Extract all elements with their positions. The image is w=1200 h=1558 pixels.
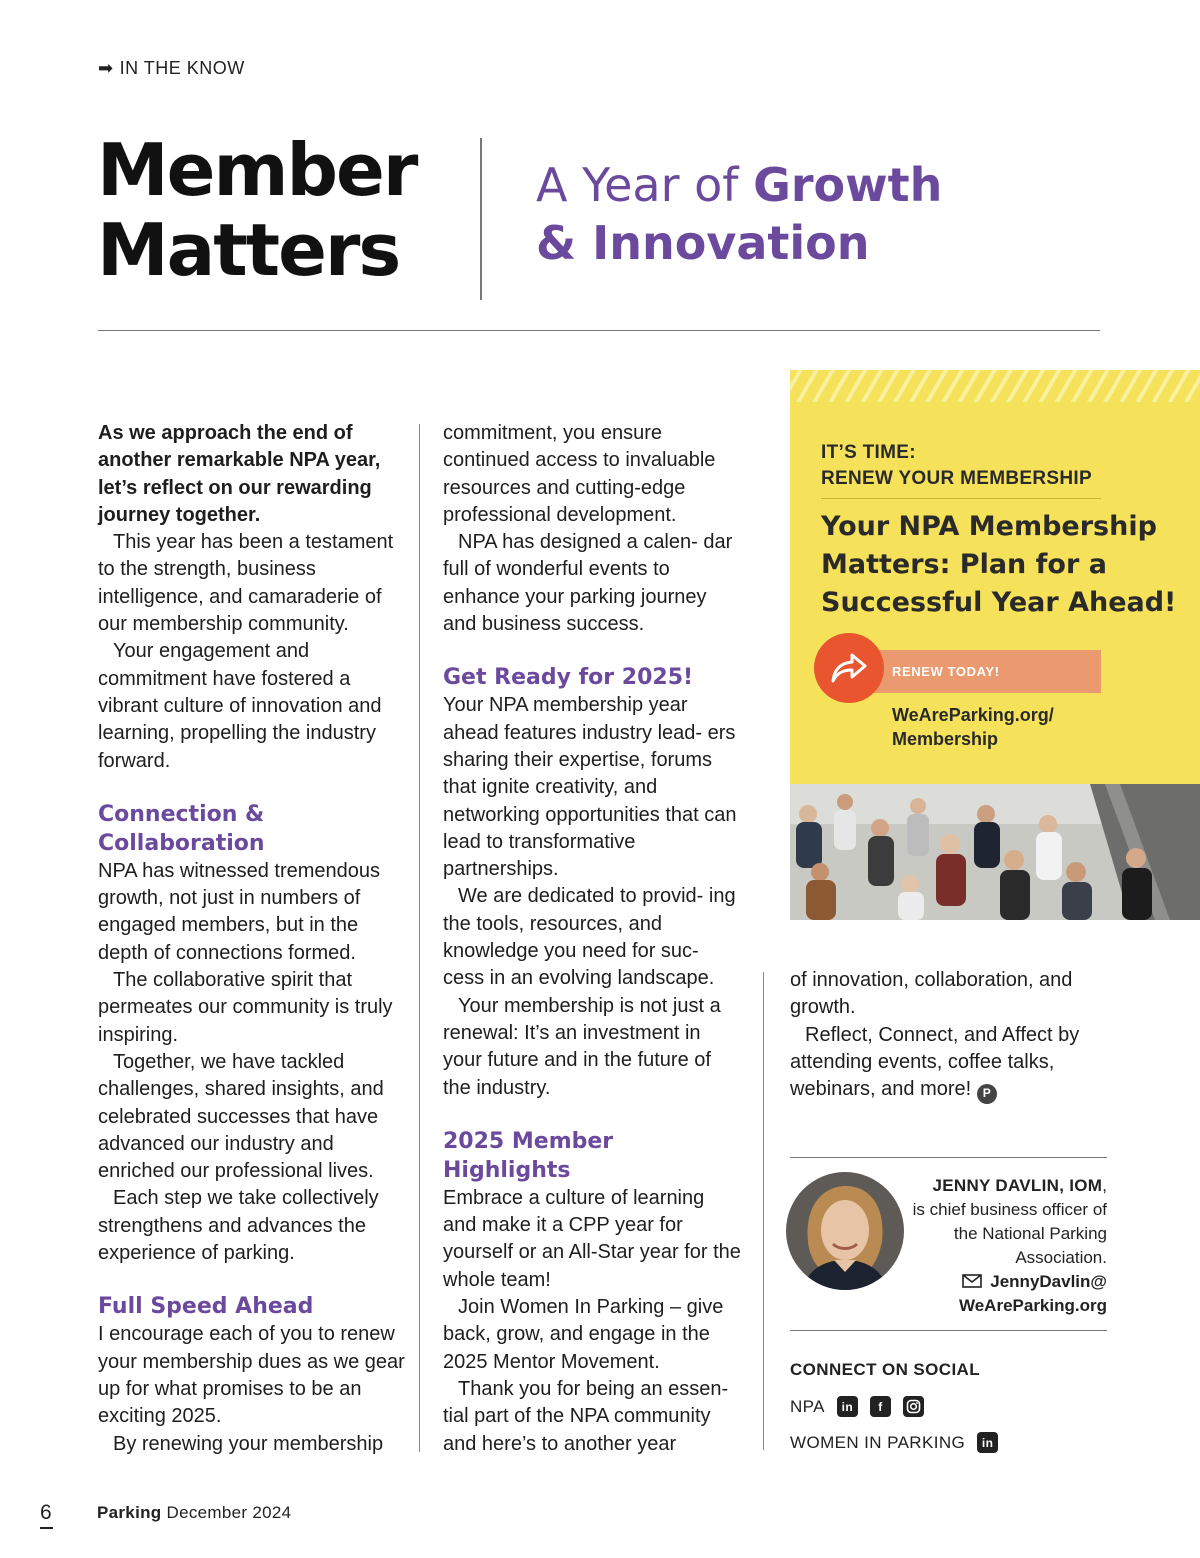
author-bio xyxy=(907,1174,1107,1318)
subtitle-bold2: & Innovation xyxy=(536,216,870,270)
column-1 xyxy=(98,420,408,1458)
footer-issue: December 2024 xyxy=(166,1503,292,1522)
paragraph: By renewing your membership xyxy=(113,1432,384,1455)
membership-link[interactable] xyxy=(892,703,1054,751)
paragraph: commitment, you ensure continued access to invaluable resources and cutting-edge professional development. xyxy=(443,422,716,526)
footer-publication xyxy=(97,1503,291,1523)
membership-link-line1[interactable]: WeAreParking.org/ xyxy=(892,705,1054,725)
title-divider xyxy=(480,138,482,300)
lead-paragraph: As we approach the end of another remarkable NPA year, let’s reflect on our rewarding journey together. xyxy=(98,422,381,526)
paragraph: Thank you for being an essen- tial part of the NPA community and here’s to another year xyxy=(443,1377,729,1455)
membership-link-line2[interactable]: Membership xyxy=(892,729,999,749)
paragraph: Together, we have tackled challenges, shared insights, and celebrated successes that have advanced our industry and enriched our professional lives. xyxy=(98,1050,384,1183)
author-description: is chief business officer of the National Parking Association. xyxy=(912,1200,1107,1267)
column-3 xyxy=(790,967,1105,1104)
renew-today-label[interactable]: RENEW TODAY! xyxy=(892,664,1000,679)
promo-kicker xyxy=(821,440,1092,492)
paragraph: Join Women In Parking – give back, grow, and engage in the 2025 Mentor Movement. xyxy=(443,1296,724,1373)
author-email[interactable] xyxy=(907,1270,1107,1294)
mail-icon xyxy=(962,1272,991,1291)
page-title-line2: Matters xyxy=(97,208,400,292)
paragraph: Embrace a culture of learning and make it a CPP year for yourself or an All-Star year for the whole team! xyxy=(443,1186,741,1291)
heading-full-speed: Full Speed Ahead xyxy=(98,1294,314,1320)
author-name: JENNY DAVLIN, IOM xyxy=(932,1176,1103,1195)
subtitle-bold1: Growth xyxy=(753,158,943,212)
linkedin-icon[interactable]: in xyxy=(837,1396,858,1417)
bio-rule-bottom xyxy=(790,1330,1107,1331)
instagram-icon[interactable] xyxy=(903,1396,924,1417)
social-row-npa xyxy=(790,1396,924,1417)
column-2 xyxy=(443,420,743,1458)
article-subtitle xyxy=(536,156,942,272)
networking-photo xyxy=(790,784,1200,920)
stripe-pattern xyxy=(790,370,1200,402)
section-tag xyxy=(98,58,245,79)
author-email-line1[interactable]: JennyDavlin@ xyxy=(990,1272,1107,1291)
page-number: 6 xyxy=(40,1501,52,1524)
column-divider xyxy=(763,972,764,1450)
facebook-icon[interactable]: f xyxy=(870,1396,891,1417)
paragraph: Each step we take collectively strengthens and advances the experience of parking. xyxy=(98,1187,379,1265)
subtitle-light: A Year of xyxy=(536,158,754,212)
paragraph: Your membership is not just a renewal: It’s an investment in your future and in the future of the industry. xyxy=(443,994,721,1099)
social-row-wip xyxy=(790,1432,998,1453)
footer-magazine: Parking xyxy=(97,1503,162,1522)
arrow-right-icon: ➡ xyxy=(98,58,114,78)
paragraph: We are dedicated to provid- ing the tools, resources, and knowledge you need for suc- cess in an evolving landscape. xyxy=(443,885,736,990)
section-tag-label: IN THE KNOW xyxy=(119,58,245,78)
promo-kicker-line1: IT’S TIME: xyxy=(821,442,916,463)
paragraph: Your NPA membership year ahead features industry lead- ers sharing their expertise, forums that ignite creativity, and networking opportunities that can lead to transformative partnerships. xyxy=(443,694,737,881)
author-email-line2[interactable]: WeAreParking.org xyxy=(958,1296,1107,1315)
page-title xyxy=(97,130,416,290)
paragraph-text: Reflect, Connect, and Affect by attending events, coffee talks, webinars, and more! xyxy=(790,1023,1080,1101)
share-arrow-icon[interactable] xyxy=(814,633,884,703)
paragraph: Your engagement and commitment have fostered a vibrant culture of innovation and learning, propelling the industry forward. xyxy=(98,640,382,772)
author-avatar xyxy=(786,1172,904,1290)
promo-kicker-line2: RENEW YOUR MEMBERSHIP xyxy=(821,468,1092,489)
page-title-line1: Member xyxy=(97,128,417,212)
npa-end-mark-icon: P xyxy=(977,1084,997,1104)
promo-headline: Your NPA Membership Matters: Plan for a Successful Year Ahead! xyxy=(821,511,1177,618)
paragraph: I encourage each of you to renew your membership dues as we gear up for what promises to be an exciting 2025. xyxy=(98,1323,405,1428)
paragraph: The collaborative spirit that permeates our community is truly inspiring. xyxy=(98,969,393,1046)
author-name-comma: , xyxy=(1102,1176,1107,1195)
renew-promo-box xyxy=(790,370,1200,784)
promo-rule xyxy=(821,498,1101,499)
column-divider xyxy=(419,424,420,1452)
paragraph: NPA has designed a calen- dar full of wonderful events to enhance your parking journey and business success. xyxy=(443,531,733,636)
bio-rule-top xyxy=(790,1157,1107,1158)
header-rule xyxy=(98,330,1100,331)
heading-connection: Connection & Collaboration xyxy=(98,801,265,856)
social-label-npa: NPA xyxy=(790,1396,825,1416)
heading-highlights: 2025 Member Highlights xyxy=(443,1128,614,1183)
linkedin-icon[interactable]: in xyxy=(977,1432,998,1453)
social-heading: CONNECT ON SOCIAL xyxy=(790,1360,981,1379)
paragraph: of innovation, collaboration, and growth. xyxy=(790,969,1073,1019)
paragraph: NPA has witnessed tremendous growth, not just in numbers of engaged members, but in the depth of connections formed. xyxy=(98,859,381,964)
social-label-wip: WOMEN IN PARKING xyxy=(790,1432,966,1452)
paragraph xyxy=(790,1022,1105,1104)
paragraph: This year has been a testament to the strength, business intelligence, and camaraderie of our membership community. xyxy=(98,531,394,636)
page-number-underline xyxy=(40,1527,53,1529)
heading-get-ready: Get Ready for 2025! xyxy=(443,665,694,691)
